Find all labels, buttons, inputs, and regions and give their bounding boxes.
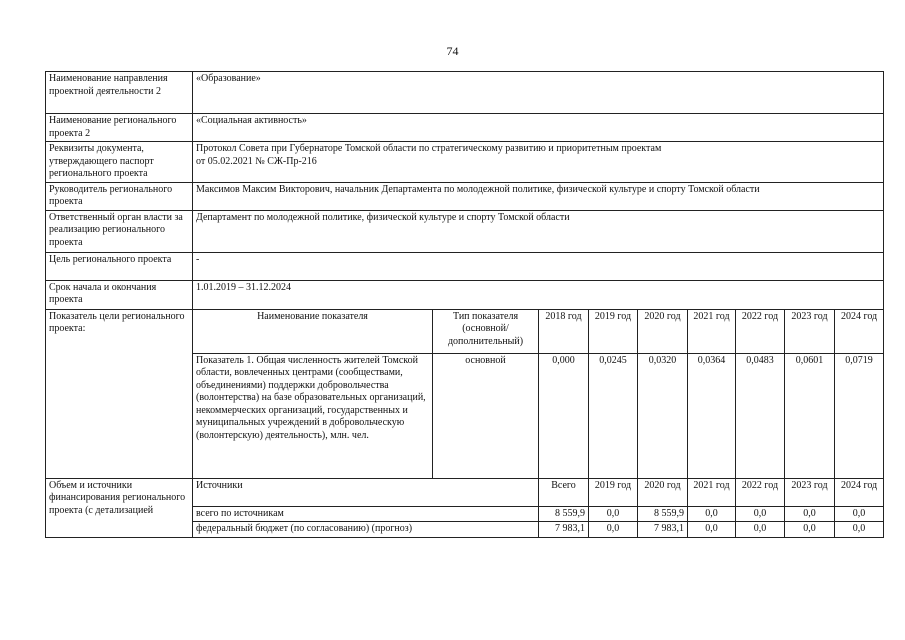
value-requisites bbox=[193, 142, 884, 183]
indicator-value-2021: 0,0364 bbox=[688, 353, 736, 478]
year-header-2023: 2023 год bbox=[785, 309, 835, 353]
year-header-2021: 2021 год bbox=[688, 309, 736, 353]
financing-federal-2023: 0,0 bbox=[785, 522, 835, 538]
year-header-2019: 2019 год bbox=[589, 309, 638, 353]
indicator-value-2022: 0,0483 bbox=[736, 353, 785, 478]
financing-total-header: Всего bbox=[539, 478, 589, 506]
indicator-type-header: Тип показателя (основной/ дополнительный) bbox=[433, 309, 539, 353]
passport-table bbox=[45, 71, 884, 538]
financing-source-federal: федеральный бюджет (по согласованию) (прогноз) bbox=[193, 522, 539, 538]
financing-total-2022: 0,0 bbox=[736, 506, 785, 522]
financing-total-all: 8 559,9 bbox=[539, 506, 589, 522]
value-head: Максимов Максим Викторович, начальник Департамента по молодежной политике, физической культуре и спорту Томской области bbox=[193, 182, 884, 210]
financing-federal-2019: 0,0 bbox=[589, 522, 638, 538]
label-project: Наименование регионального проекта 2 bbox=[46, 114, 193, 142]
indicator-value-2018: 0,000 bbox=[539, 353, 589, 478]
value-project: «Социальная активность» bbox=[193, 114, 884, 142]
label-goal: Цель регионального проекта bbox=[46, 252, 193, 280]
financing-total-2023: 0,0 bbox=[785, 506, 835, 522]
financing-federal-2024: 0,0 bbox=[835, 522, 884, 538]
row-goal bbox=[46, 252, 884, 280]
row-head bbox=[46, 182, 884, 210]
financing-year-header-2023: 2023 год bbox=[785, 478, 835, 506]
row-responsible bbox=[46, 210, 884, 252]
financing-total-2019: 0,0 bbox=[589, 506, 638, 522]
label-financing: Объем и источники финансирования регионального проекта (с детализацией bbox=[46, 478, 193, 537]
value-direction: «Образование» bbox=[193, 72, 884, 114]
row-direction bbox=[46, 72, 884, 114]
financing-federal-2020: 7 983,1 bbox=[638, 522, 688, 538]
indicator-value-2020: 0,0320 bbox=[638, 353, 688, 478]
financing-year-header-2021: 2021 год bbox=[688, 478, 736, 506]
financing-year-header-2020: 2020 год bbox=[638, 478, 688, 506]
label-requisites: Реквизиты документа, утверждающего паспорт регионального проекта bbox=[46, 142, 193, 183]
label-direction: Наименование направления проектной деятельности 2 bbox=[46, 72, 193, 114]
indicator-value-2023: 0,0601 bbox=[785, 353, 835, 478]
financing-federal-2021: 0,0 bbox=[688, 522, 736, 538]
indicator-type: основной bbox=[433, 353, 539, 478]
label-responsible: Ответственный орган власти за реализацию регионального проекта bbox=[46, 210, 193, 252]
row-requisites bbox=[46, 142, 884, 183]
year-header-2018: 2018 год bbox=[539, 309, 589, 353]
financing-federal-all: 7 983,1 bbox=[539, 522, 589, 538]
value-term: 1.01.2019 – 31.12.2024 bbox=[193, 280, 884, 309]
financing-sources-header: Источники bbox=[193, 478, 539, 506]
financing-total-2024: 0,0 bbox=[835, 506, 884, 522]
requisites-line-1: Протокол Совета при Губернаторе Томской области по стратегическому развитию и приоритетным проектам bbox=[196, 143, 662, 154]
financing-header-row bbox=[46, 478, 884, 506]
year-header-2024: 2024 год bbox=[835, 309, 884, 353]
indicator-value-2019: 0,0245 bbox=[589, 353, 638, 478]
label-term: Срок начала и окончания проекта bbox=[46, 280, 193, 309]
financing-year-header-2019: 2019 год bbox=[589, 478, 638, 506]
financing-total-2021: 0,0 bbox=[688, 506, 736, 522]
indicator-name: Показатель 1. Общая численность жителей Томской области, вовлеченных центрами (сообществами, объединениями) поддержки добровольчества (волонтерства) на базе образовательных организаций, некоммерческих организаций, государственных и муниципальных учреждений в добровольческую (волонтерскую) деятельность), млн. чел. bbox=[193, 353, 433, 478]
requisites-line-2: от 05.02.2021 № СЖ-Пр-216 bbox=[196, 155, 317, 167]
financing-total-2020: 8 559,9 bbox=[638, 506, 688, 522]
value-goal: - bbox=[193, 252, 884, 280]
financing-source-total: всего по источникам bbox=[193, 506, 539, 522]
indicator-name-header: Наименование показателя bbox=[193, 309, 433, 353]
financing-year-header-2022: 2022 год bbox=[736, 478, 785, 506]
year-header-2020: 2020 год bbox=[638, 309, 688, 353]
label-indicators: Показатель цели регионального проекта: bbox=[46, 309, 193, 478]
financing-year-header-2024: 2024 год bbox=[835, 478, 884, 506]
page-number: 74 bbox=[446, 44, 459, 58]
row-project bbox=[46, 114, 884, 142]
row-term bbox=[46, 280, 884, 309]
financing-federal-2022: 0,0 bbox=[736, 522, 785, 538]
indicator-value-2024: 0,0719 bbox=[835, 353, 884, 478]
value-responsible: Департамент по молодежной политике, физической культуре и спорту Томской области bbox=[193, 210, 884, 252]
year-header-2022: 2022 год bbox=[736, 309, 785, 353]
label-head: Руководитель регионального проекта bbox=[46, 182, 193, 210]
indicators-header-row bbox=[46, 309, 884, 353]
